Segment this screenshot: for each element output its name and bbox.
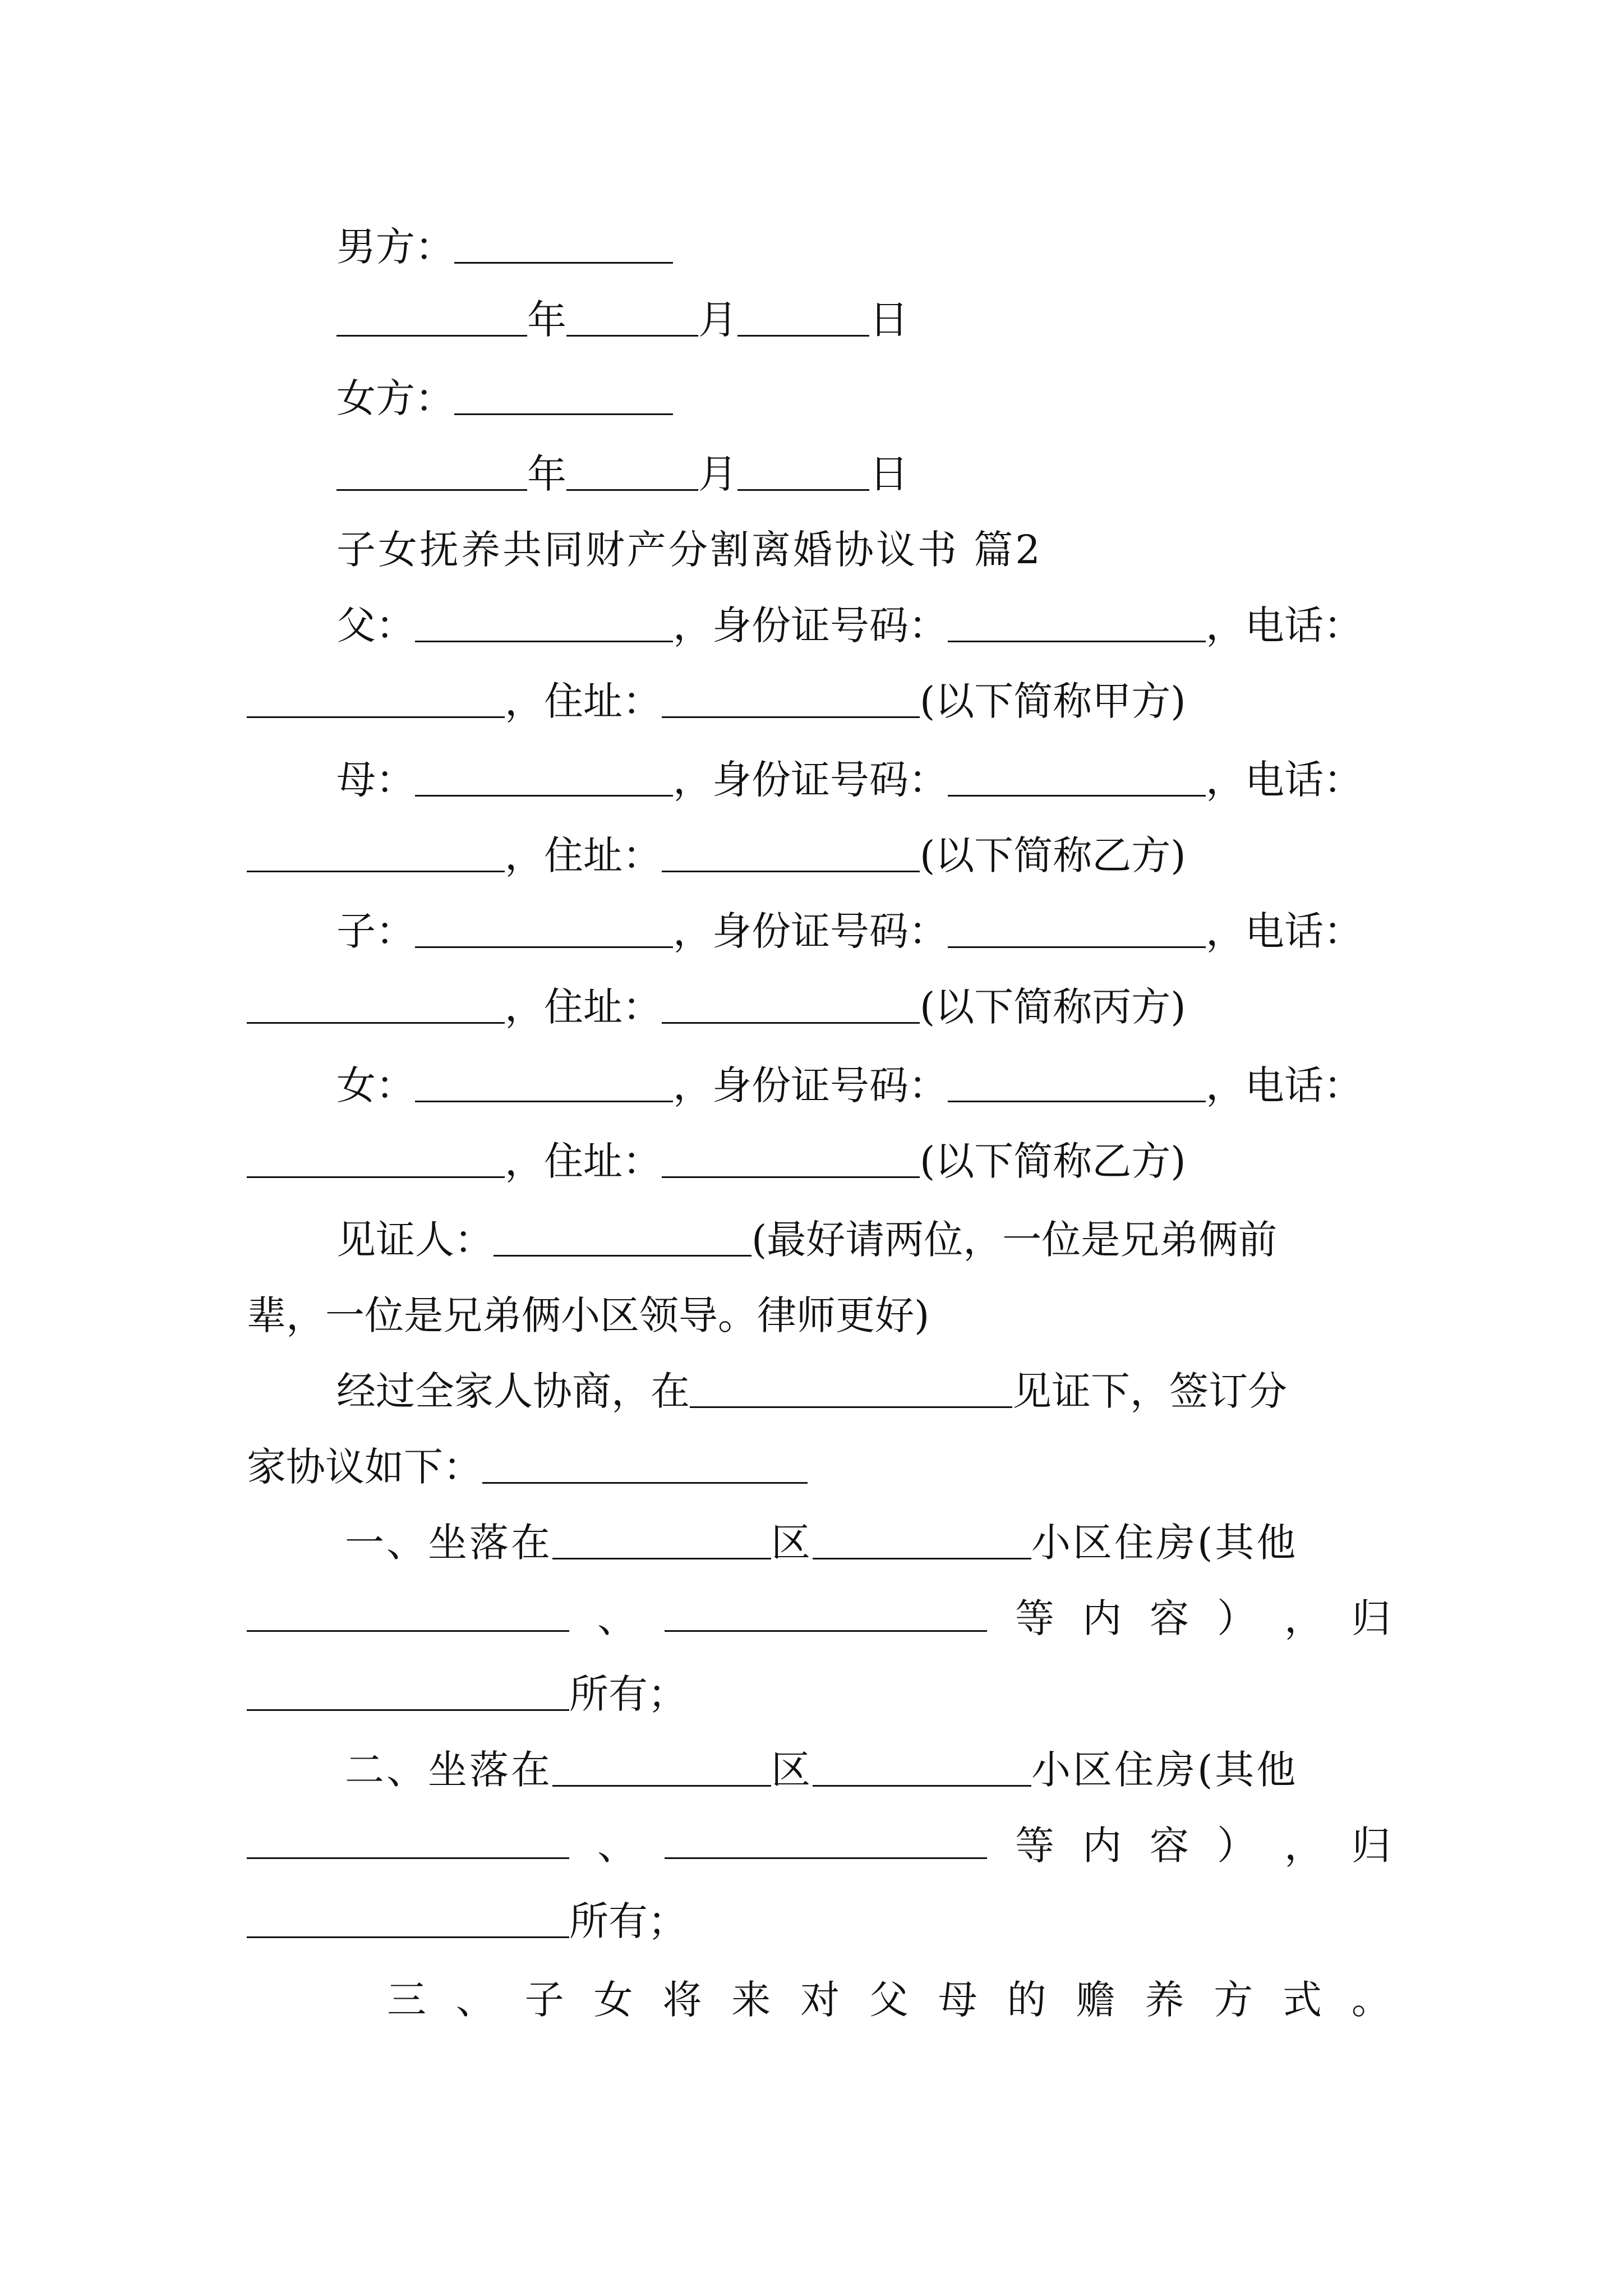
clause-3-char: 赡: [1076, 1977, 1115, 2023]
daughter-address-blank: [662, 1137, 920, 1178]
day-blank: [737, 296, 869, 337]
witness-blank: [494, 1216, 751, 1257]
year-label: 年: [527, 451, 566, 497]
etc-char: 等: [1015, 1823, 1054, 1869]
male-signature-line: [336, 219, 1391, 275]
etc-char: ）: [1217, 1595, 1256, 1641]
male-signature-blank: [454, 223, 673, 264]
mother-id-blank: [948, 756, 1206, 797]
clause-3-char: 方: [1214, 1977, 1253, 2023]
father-phone-blank: [247, 677, 505, 718]
father-label: 父：: [336, 602, 415, 648]
son-name-blank: [415, 907, 673, 948]
owned-label: 所有；: [569, 1898, 687, 1944]
day-label: 日: [869, 297, 909, 343]
etc-char: 等: [1015, 1595, 1054, 1641]
year-blank: [336, 450, 527, 491]
month-label: 月: [698, 297, 737, 343]
agreement-blank: [482, 1443, 808, 1484]
clause-3-char: 子: [524, 1977, 564, 2023]
son-address-blank: [662, 983, 920, 1024]
mother-phone-blank: [247, 831, 505, 872]
other-item-blank-1: [247, 1818, 569, 1859]
clause-1-line-1: [345, 1515, 1391, 1571]
mother-address-blank: [662, 831, 920, 872]
other-item-blank-2: [665, 1818, 987, 1859]
address-label: ，住址：: [505, 1138, 662, 1184]
daughter-phone-blank: [247, 1137, 505, 1178]
district-blank: [552, 1519, 771, 1559]
witness-line-1: [336, 1212, 1391, 1268]
address-label: ，住址：: [505, 984, 662, 1030]
father-name-blank: [415, 601, 673, 642]
etc-char: 归: [1352, 1595, 1391, 1641]
female-signature-blank: [454, 374, 673, 415]
clause-3-char: 养: [1145, 1977, 1184, 2023]
father-line-1: [336, 597, 1391, 654]
mother-line-1: [336, 752, 1391, 808]
son-phone-blank: [247, 983, 505, 1024]
father-address-blank: [662, 677, 920, 718]
clause-3-char: 三: [387, 1977, 426, 2023]
clause-3-char: 、: [455, 1977, 495, 2023]
clause-3-char: 母: [938, 1977, 978, 2023]
intro-line-2: [247, 1439, 1391, 1495]
witness-line-2: 辈，一位是兄弟俩小区领导。律师更好): [247, 1292, 930, 1338]
district-label: 区: [771, 1520, 813, 1566]
community-blank: [813, 1746, 1031, 1787]
year-blank: [336, 296, 527, 337]
owned-label: 所有；: [569, 1671, 687, 1717]
id-label: ，身份证号码：: [673, 757, 948, 803]
clause-3-char: 的: [1007, 1977, 1046, 2023]
intro-text-2: 见证下，签订分: [1012, 1368, 1287, 1414]
clause-1-line-3: [247, 1666, 1391, 1722]
clause-2-line-2: [247, 1818, 1391, 1874]
other-item-blank-1: [247, 1591, 569, 1632]
id-label: ，身份证号码：: [673, 602, 948, 648]
etc-char: 归: [1352, 1823, 1391, 1869]
son-id-blank: [948, 907, 1206, 948]
enumeration-mark: 、: [597, 1823, 637, 1869]
clause-2-line-3: [247, 1893, 1391, 1949]
son-suffix: (以下简称丙方): [920, 984, 1186, 1030]
son-line-1: [336, 903, 1391, 959]
intro-line-1: [336, 1363, 1391, 1419]
etc-char: ）: [1217, 1823, 1256, 1869]
witness-presence-blank: [690, 1367, 1012, 1408]
clause-3-char: 女: [593, 1977, 633, 2023]
mother-label: 母：: [336, 757, 415, 803]
intro-text: 经过全家人协商，在: [336, 1368, 690, 1414]
owner-blank: [247, 1670, 569, 1711]
district-blank: [552, 1746, 771, 1787]
clause-3-char: 对: [800, 1977, 840, 2023]
etc-char: 内: [1082, 1823, 1122, 1869]
intro-text-3: 家协议如下：: [247, 1444, 482, 1490]
enumeration-mark: 、: [597, 1595, 637, 1641]
daughter-name-blank: [415, 1061, 673, 1102]
phone-label: ，电话：: [1206, 908, 1363, 954]
address-label: ，住址：: [505, 832, 662, 878]
mother-line-2: [247, 827, 1391, 884]
id-label: ，身份证号码：: [673, 908, 948, 954]
clause-3-char: 来: [731, 1977, 771, 2023]
etc-char: 容: [1150, 1823, 1189, 1869]
witness-note: (最好请两位，一位是兄弟俩前: [751, 1217, 1278, 1263]
phone-label: ，电话：: [1206, 1062, 1363, 1108]
day-blank: [737, 450, 869, 491]
female-date-line: [336, 446, 1391, 502]
etc-char: 内: [1082, 1595, 1122, 1641]
owner-blank: [247, 1897, 569, 1938]
daughter-line-2: [247, 1133, 1391, 1189]
housing-label: 小区住房(其他: [1031, 1520, 1298, 1566]
address-label: ，住址：: [505, 678, 662, 724]
etc-char: ，: [1284, 1595, 1324, 1641]
father-id-blank: [948, 601, 1206, 642]
clause-1-prefix: 一、坐落在: [345, 1520, 552, 1566]
mother-name-blank: [415, 756, 673, 797]
clause-3-char: 将: [662, 1977, 702, 2023]
clause-3-char: 父: [869, 1977, 909, 2023]
clause-3-char: 。: [1351, 1977, 1391, 2023]
month-blank: [566, 296, 698, 337]
month-blank: [566, 450, 698, 491]
clause-1-line-2: [247, 1590, 1391, 1646]
community-blank: [813, 1519, 1031, 1559]
clause-2-prefix: 二、坐落在: [345, 1747, 552, 1793]
section-heading: 子女抚养共同财产分割离婚协议书 篇2: [336, 527, 1043, 573]
etc-char: 容: [1150, 1595, 1189, 1641]
father-suffix: (以下简称甲方): [920, 678, 1186, 724]
daughter-id-blank: [948, 1061, 1206, 1102]
female-label: 女方：: [336, 375, 454, 421]
phone-label: ，电话：: [1206, 757, 1363, 803]
mother-suffix: (以下简称乙方): [920, 832, 1186, 878]
son-line-2: [247, 979, 1391, 1035]
clause-3-line: [387, 1972, 1391, 2028]
other-item-blank-2: [665, 1591, 987, 1632]
day-label: 日: [869, 451, 909, 497]
etc-char: ，: [1284, 1823, 1324, 1869]
clause-2-line-1: [345, 1742, 1391, 1798]
daughter-label: 女：: [336, 1062, 415, 1108]
daughter-suffix: (以下简称乙方): [920, 1138, 1186, 1184]
male-label: 男方：: [336, 224, 454, 270]
id-label: ，身份证号码：: [673, 1062, 948, 1108]
son-label: 子：: [336, 908, 415, 954]
housing-label: 小区住房(其他: [1031, 1747, 1298, 1793]
father-line-2: [247, 673, 1391, 729]
male-date-line: [336, 292, 1391, 348]
daughter-line-1: [336, 1057, 1391, 1114]
year-label: 年: [527, 297, 566, 343]
witness-label: 见证人：: [336, 1217, 494, 1263]
month-label: 月: [698, 451, 737, 497]
phone-label: ，电话：: [1206, 602, 1363, 648]
clause-3-char: 式: [1282, 1977, 1322, 2023]
district-label: 区: [771, 1747, 813, 1793]
female-signature-line: [336, 370, 1391, 426]
